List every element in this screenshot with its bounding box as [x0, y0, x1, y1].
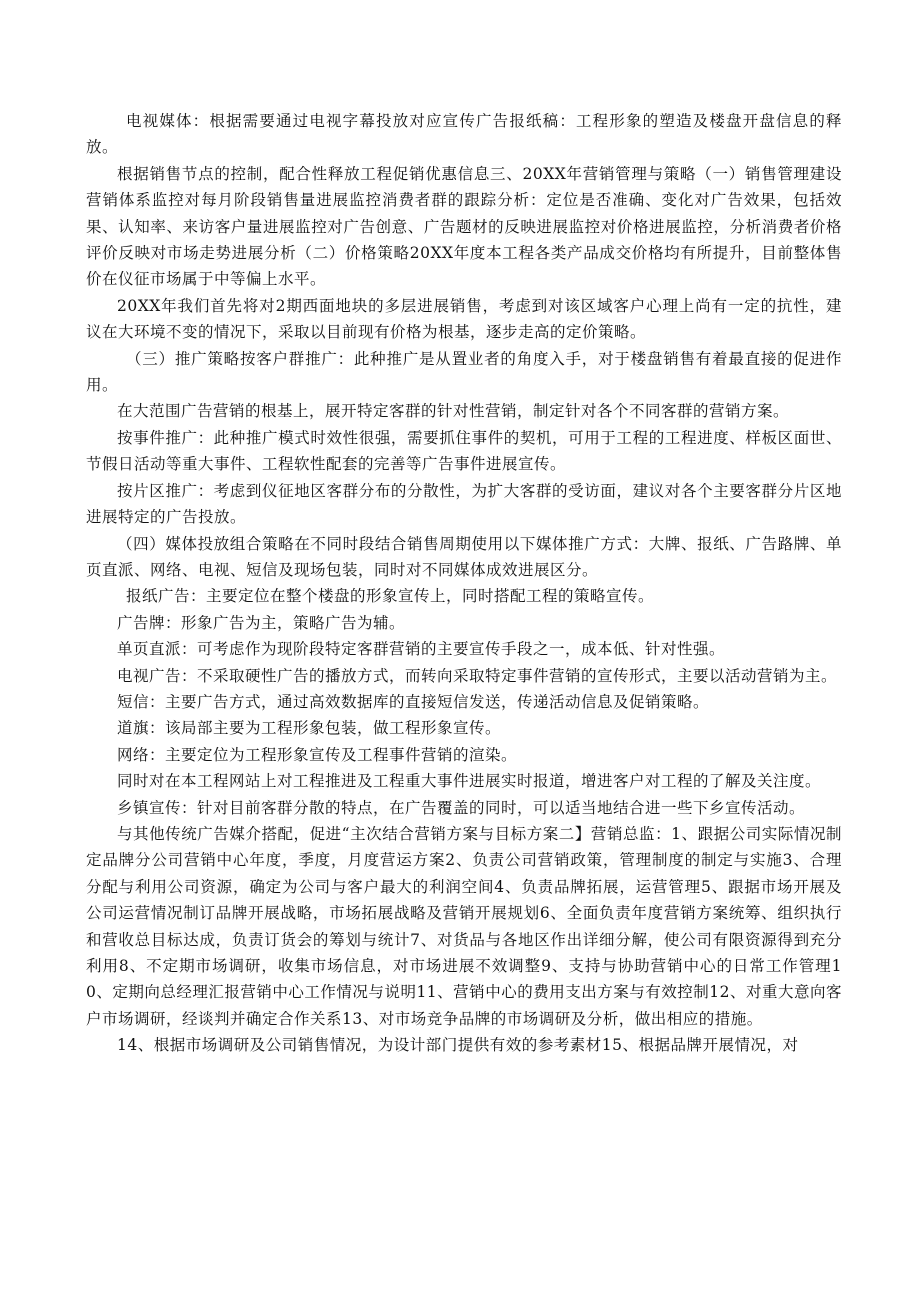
paragraph-event-promotion: 按事件推广：此种推广模式时效性很强，需要抓住事件的契机，可用于工程的工程进度、样板区面世、节假日活动等重大事件、工程软性配套的完善等广告事件进展宣传。 — [86, 428, 842, 474]
paragraph-township-promotion: 乡镇宣传：针对目前客群分散的特点，在广告覆盖的同时，可以适当地结合进一些下乡宣传活动。 — [117, 798, 806, 817]
paragraph-marketing-director: 与其他传统广告媒介搭配，促进“主次结合营销方案与目标方案二】营销总监：1、跟据公司实际情况制定品牌分公司营销中心年度，季度，月度营运方案2、负责公司营销政策，管理制度的制定与实施3、合理分配与利用公司资源，确定为公司与客户最大的利润空间4、负责品牌拓展，运营管理5、跟据市场开展及公司运营情况制订品牌开展战略，市场拓展战略及营销开展规划6、全面负责年度营销方案统筹、组织执行和营收总目标达成，负责订货会的筹划与统计7、对货品与各地区作出详细分解，使公司有限资源得到充分利用8、不定期市场调研，收集市场信息，对市场进展不效调整9、支持与协助营销中心的日常工作管理10、定期向总经理汇报营销中心工作情况与说明11、营销中心的费用支出方案与有效控制12、对重大意向客户市场调研，经谈判并确定合作关系13、对市场竞争品牌的市场调研及分析，做出相应的措施。 — [86, 824, 842, 1028]
paragraph-website-reports: 同时对在本工程网站上对工程推进及工程重大事件进展实时报道，增进客户对工程的了解及关注度。 — [117, 772, 822, 791]
paragraph-billboards: 广告牌：形象广告为主，策略广告为辅。 — [117, 613, 406, 632]
paragraph-pricing-strategy: 20XX年我们首先将对2期西面地块的多层进展销售，考虑到对该区域客户心理上尚有一定的抗性，建议在大环境不变的情况下，采取以目前现有价格为根基，逐步走高的定价策略。 — [86, 296, 842, 342]
paragraph-internet: 网络：主要定位为工程形象宣传及工程事件营销的渲染。 — [117, 745, 518, 764]
paragraph-tv-media: 电视媒体：根据需要通过电视字幕投放对应宣传广告报纸稿：工程形象的塑造及楼盘开盘信息的释放。 — [86, 112, 842, 157]
paragraph-flyers: 单页直派：可考虑作为现阶段特定客群营销的主要宣传手段之一，成本低、针对性强。 — [117, 640, 726, 659]
paragraph-customer-promotion: （三）推广策略按客户群推广：此种推广是从置业者的角度入手，对于楼盘销售有着最直接的促进作用。 — [86, 349, 842, 395]
document-body — [86, 108, 842, 1059]
paragraph-newspaper-ads: 报纸广告：主要定位在整个楼盘的形象宣传上，同时搭配工程的策略宣传。 — [126, 587, 655, 606]
paragraph-tv-ads: 电视广告：不采取硬性广告的播放方式，而转向采取特定事件营销的宣传形式，主要以活动营销为主。 — [117, 666, 838, 685]
paragraph-sms: 短信：主要广告方式，通过高效数据库的直接短信发送，传递活动信息及促销策略。 — [117, 692, 710, 711]
paragraph-area-promotion: 按片区推广：考虑到仪征地区客群分布的分散性，为扩大客群的受访面，建议对各个主要客群分片区地进展特定的广告投放。 — [86, 481, 842, 527]
paragraph-design-support: 14、根据市场调研及公司销售情况，为设计部门提供有效的参考素材15、根据品牌开展情况，对 — [117, 1036, 799, 1055]
paragraph-road-flags: 道旗：该局部主要为工程形象包装，做工程形象宣传。 — [117, 719, 502, 738]
paragraph-targeted-marketing: 在大范围广告营销的根基上，展开特定客群的针对性营销，制定针对各个不同客群的营销方案。 — [117, 402, 790, 421]
paragraph-sales-management: 根据销售节点的控制，配合性释放工程促销优惠信息三、20XX年营销管理与策略（一）销售管理建设营销体系监控对每月阶段销售量进展监控消费者群的跟踪分析：定位是否准确、变化对广告效果，包括效果、认知率、来访客户量进展监控对广告创意、广告题材的反映进展监控对价格进展监控，分析消费者价格评价反映对市场走势进展分析（二）价格策略20XX年度本工程各类产品成交价格均有所提升，目前整体售价在仪征市场属于中等偏上水平。 — [86, 164, 842, 289]
paragraph-media-mix: （四）媒体投放组合策略在不同时段结合销售周期使用以下媒体推广方式：大牌、报纸、广告路牌、单页直派、网络、电视、短信及现场包装，同时对不同媒体成效进展区分。 — [86, 534, 842, 579]
